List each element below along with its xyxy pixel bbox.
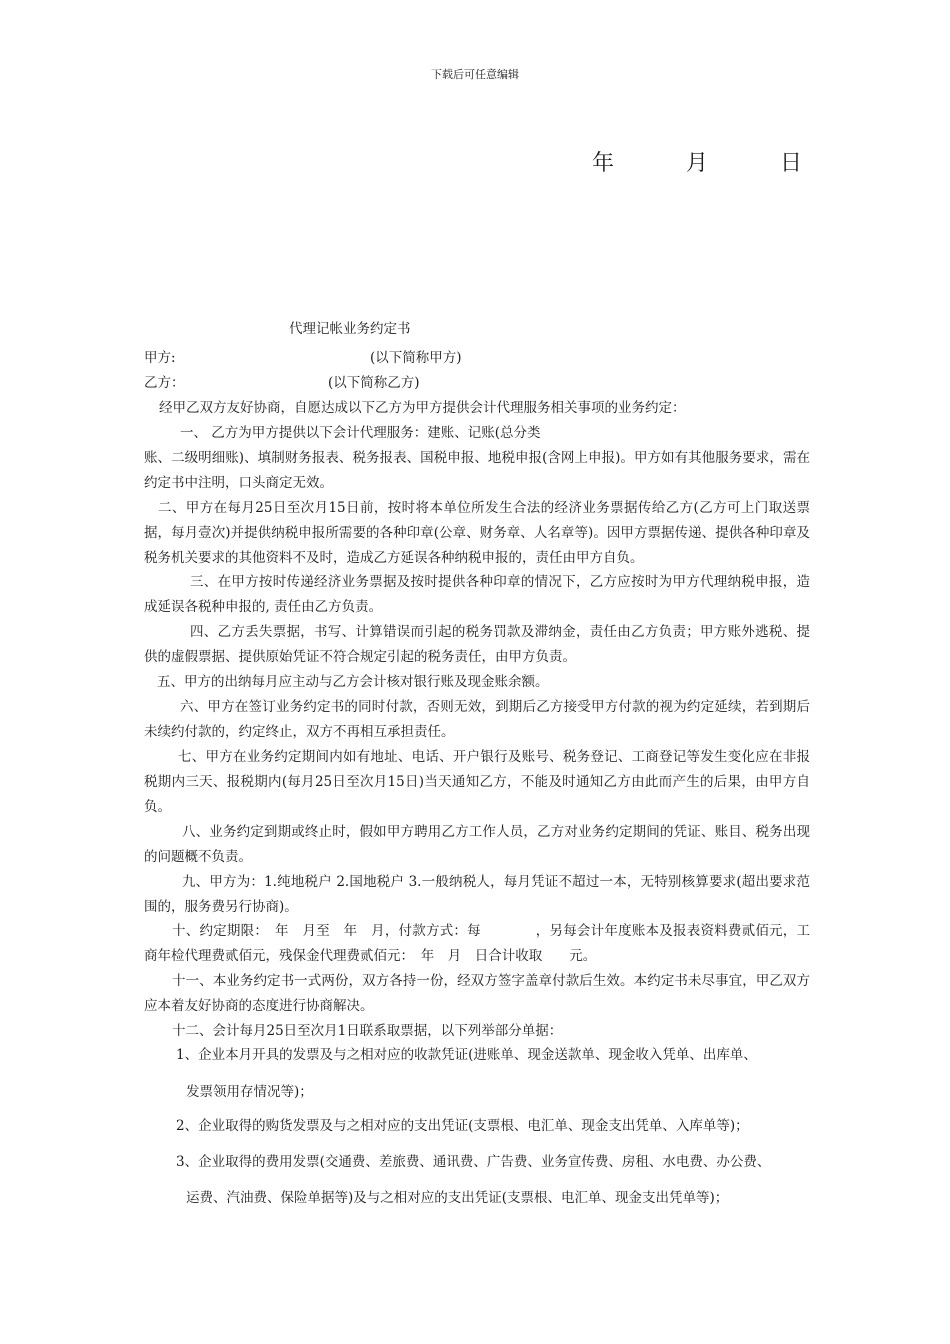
- document-item-1: 1、企业本月开具的发票及与之相对应的收款凭证(进账单、现金送款单、现金收入凭单、出库单、: [176, 1047, 757, 1063]
- clause-3: 三、在甲方按时传递经济业务票据及按时提供各种印章的情况下，乙方应按时为甲方代理纳税申报，造成延误各税种申报的, 责任由乙方负责。: [144, 574, 810, 615]
- clause-1-body: 账、二级明细账)、填制财务报表、税务报表、国税申报、地税申报(含网上申报)。甲方如有其他服务要求，需在约定书中注明，口头商定无效。: [144, 450, 810, 491]
- clause-6: 六、甲方在签订业务约定书的同时付款，否则无效，到期后乙方接受甲方付款的视为约定延续，若到期后未续约付款的，约定终止，双方不再相互承担责任。: [144, 699, 810, 740]
- party-a-line: [144, 346, 810, 370]
- clause-1-head: 一、 乙方为甲方提供以下会计代理服务：建账、记账(总分类: [180, 425, 541, 441]
- document-item-3-cont: 运费、汽油费、保险单据等)及与之相对应的支出凭证(支票根、电汇单、现金支出凭单等)；: [186, 1190, 729, 1206]
- date-year: 年: [592, 151, 615, 176]
- intro-paragraph: 经甲乙双方友好协商，自愿达成以下乙方为甲方提供会计代理服务相关事项的业务约定：: [159, 400, 686, 416]
- party-b-line: [144, 371, 810, 395]
- clause-4: 四、乙方丢失票据，书写、计算错误而引起的税务罚款及滞纳金，责任由乙方负责；甲方账外逃税、提供的虚假票据、提供原始凭证不符合规定引起的税务责任，由甲方负责。: [144, 624, 810, 665]
- header-note: 下载后可任意编辑: [431, 68, 519, 81]
- clause-5: 五、甲方的出纳每月应主动与乙方会计核对银行账及现金账余额。: [157, 674, 549, 690]
- date-day: 日: [780, 151, 803, 176]
- clause-12: 十二、会计每月25日至次月1日联系取票据，以下列举部分单据：: [172, 1023, 563, 1039]
- date-line: [592, 146, 802, 177]
- clause-2: 二、甲方在每月25日至次月15日前，按时将本单位所发生合法的经济业务票据传给乙方(乙方可上门取送票据，每月壹次)并提供纳税申报所需要的各种印章(公章、财务章、人名章等)。因甲方票据传递、提供各种印章及税务机关要求的其他资料不及时，造成乙方延误各种纳税申报的，责任由甲方自负。: [144, 500, 810, 566]
- clause-9: 九、甲方为：1.纯地税户 2.国地税户 3.一般纳税人，每月凭证不超过一本，无特别核算要求(超出要求范围的，服务费另行协商)。: [144, 874, 810, 915]
- clause-11: 十一、本业务约定书一式两份，双方各持一份，经双方签字盖章付款后生效。本约定书未尽事宜，甲乙双方应本着友好协商的态度进行协商解决。: [144, 973, 810, 1014]
- date-month: 月: [686, 151, 709, 176]
- document-title: 代理记帐业务约定书: [289, 321, 411, 337]
- clause-8: 八、业务约定到期或终止时，假如甲方聘用乙方工作人员，乙方对业务约定期间的凭证、账目、税务出现的问题概不负责。: [144, 824, 810, 865]
- document-item-3: 3、企业取得的费用发票(交通费、差旅费、通讯费、广告费、业务宣传费、房租、水电费、办公费、: [176, 1154, 771, 1170]
- clause-7: 七、甲方在业务约定期间内如有地址、电话、开户银行及账号、税务登记、工商登记等发生变化应在非报税期内三天、报税期内(每月25日至次月15日)当天通知乙方，不能及时通知乙方由此而产生的后果，由甲方自负。: [144, 749, 810, 815]
- party-a-note: (以下简称甲方): [370, 350, 462, 366]
- document-item-1-cont: 发票领用存情况等)；: [186, 1084, 313, 1100]
- clause-10: 十、约定期限： 年 月至 年 月，付款方式：每 ，另每会计年度账本及报表资料费贰佰元，工商年检代理费贰佰元，残保金代理费贰佰元： 年 月 日合计收取 元。: [144, 923, 810, 964]
- document-item-2: 2、企业取得的购货发票及与之相对应的支出凭证(支票根、电汇单、现金支出凭单、入库单等)；: [176, 1118, 749, 1134]
- party-a-label: 甲方:: [144, 350, 176, 366]
- party-b-note: (以下简称乙方): [328, 375, 420, 391]
- party-b-label: 乙方：: [144, 375, 185, 391]
